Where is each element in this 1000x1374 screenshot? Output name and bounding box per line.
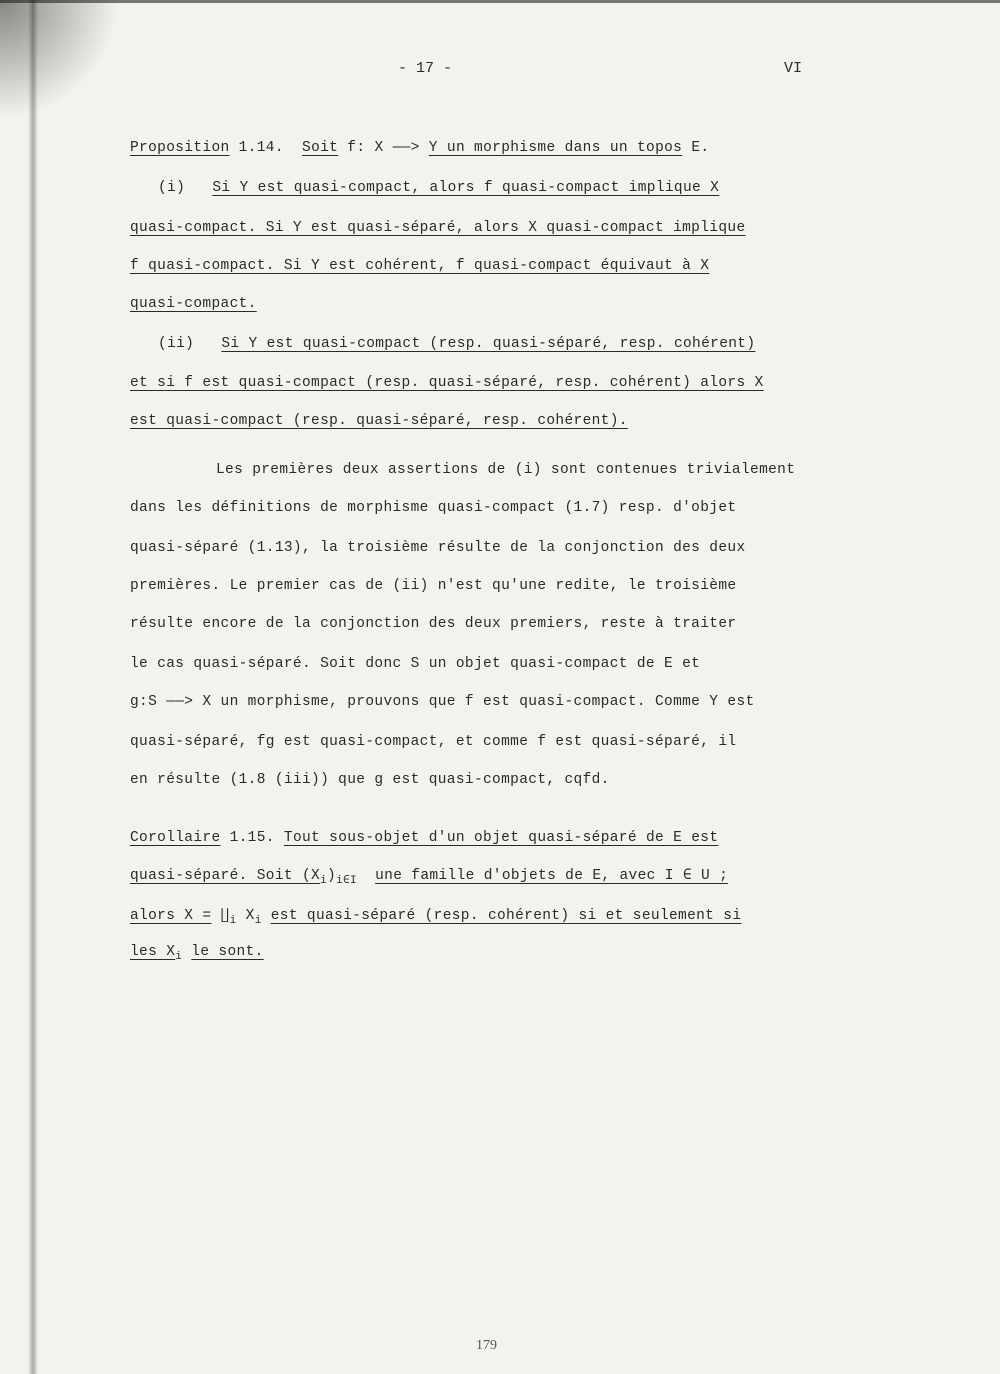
prop-i-text-1: Si Y est quasi-compact, alors f quasi-compact implique X [212,180,720,196]
corollary-text-2b: ) [327,868,337,884]
corollary-text-1: Tout sous-objet d'un objet quasi-séparé de E est [283,830,719,846]
proof-line-6: le cas quasi-séparé. Soit donc S un objet quasi-compact de E et [130,656,701,672]
prop-ii-line-2: et si f est quasi-compact (resp. quasi-séparé, resp. cohérent) alors X [130,375,764,391]
corollary-sub-i: i [320,875,328,887]
page-number: - 17 - [398,60,453,77]
coproduct-sub: i [229,915,237,927]
proof-line-9: en résulte (1.8 (iii)) que g est quasi-compact, cqfd. [130,772,610,788]
prop-i-line-2: quasi-compact. Si Y est quasi-séparé, alors X quasi-compact implique [130,220,746,236]
corollary-text-2c: une famille d'objets de E, avec I ∈ U ; [375,868,729,884]
prop-ii-marker: (ii) [158,336,195,352]
proof-line-8: quasi-séparé, fg est quasi-compact, et comme f est quasi-séparé, il [130,734,737,750]
corollary-label: Corollaire [130,830,221,846]
proposition-rest: Y un morphisme dans un topos [428,140,683,156]
corollary-number: 1.15. [229,830,275,846]
proposition-number: 1.14. [238,140,284,156]
prop-i-marker: (i) [158,180,186,196]
corollary-sub-xi: i [254,915,262,927]
corollary-text-3b: X [245,908,255,924]
proposition-lead: f: X [347,140,384,156]
scan-top-edge [0,0,1000,3]
prop-i-line-3: f quasi-compact. Si Y est cohérent, f quasi-compact équivaut à X [130,258,710,274]
corollary-line-2 [130,866,728,891]
prop-ii-line-3: est quasi-compact (resp. quasi-séparé, resp. cohérent). [130,413,628,429]
proposition-end: E. [691,140,710,156]
coproduct-icon: ∐ [220,908,230,924]
proposition-label: Proposition [130,140,230,156]
prop-ii-text-1: Si Y est quasi-compact (resp. quasi-séparé, resp. cohérent) [221,336,756,352]
proposition-heading [130,138,709,158]
corollary-sub-les: i [175,951,183,963]
corollary-line-1 [130,828,718,848]
corollary-text-2a: quasi-séparé. Soit (X [130,868,321,884]
corollary-sub-iI: i∈I [336,875,357,887]
scan-corner-shadow [0,0,120,120]
prop-i-line-4: quasi-compact. [130,296,257,312]
corollary-text-3c: est quasi-séparé (resp. cohérent) si et seulement si [270,908,742,924]
proof-line-7: g:S ——> X un morphisme, prouvons que f est quasi-compact. Comme Y est [130,694,755,710]
proof-line-5: résulte encore de la conjonction des deux premiers, reste à traiter [130,616,737,632]
prop-i-line-1 [158,178,719,198]
corollary-line-3 [130,906,741,931]
corollary-line-4 [130,942,264,967]
proposition-soit: Soit [302,140,339,156]
proof-line-3: quasi-séparé (1.13), la troisième résulte de la conjonction des deux [130,540,746,556]
corollary-text-4b: le sont. [191,944,264,960]
proof-line-2: dans les définitions de morphisme quasi-compact (1.7) resp. d'objet [130,500,737,516]
proof-line-4: premières. Le premier cas de (ii) n'est qu'une redite, le troisième [130,578,737,594]
corollary-text-3a: alors X = [130,908,212,924]
scan-binding-edge [28,0,38,1374]
arrow-icon: ——> [392,140,420,156]
folio-number: 179 [476,1338,497,1353]
prop-ii-line-1 [158,334,755,354]
corollary-text-4a: les X [130,944,176,960]
chapter-number: VI [784,60,803,77]
proof-line-1: Les premières deux assertions de (i) sont contenues trivialement [216,462,796,478]
